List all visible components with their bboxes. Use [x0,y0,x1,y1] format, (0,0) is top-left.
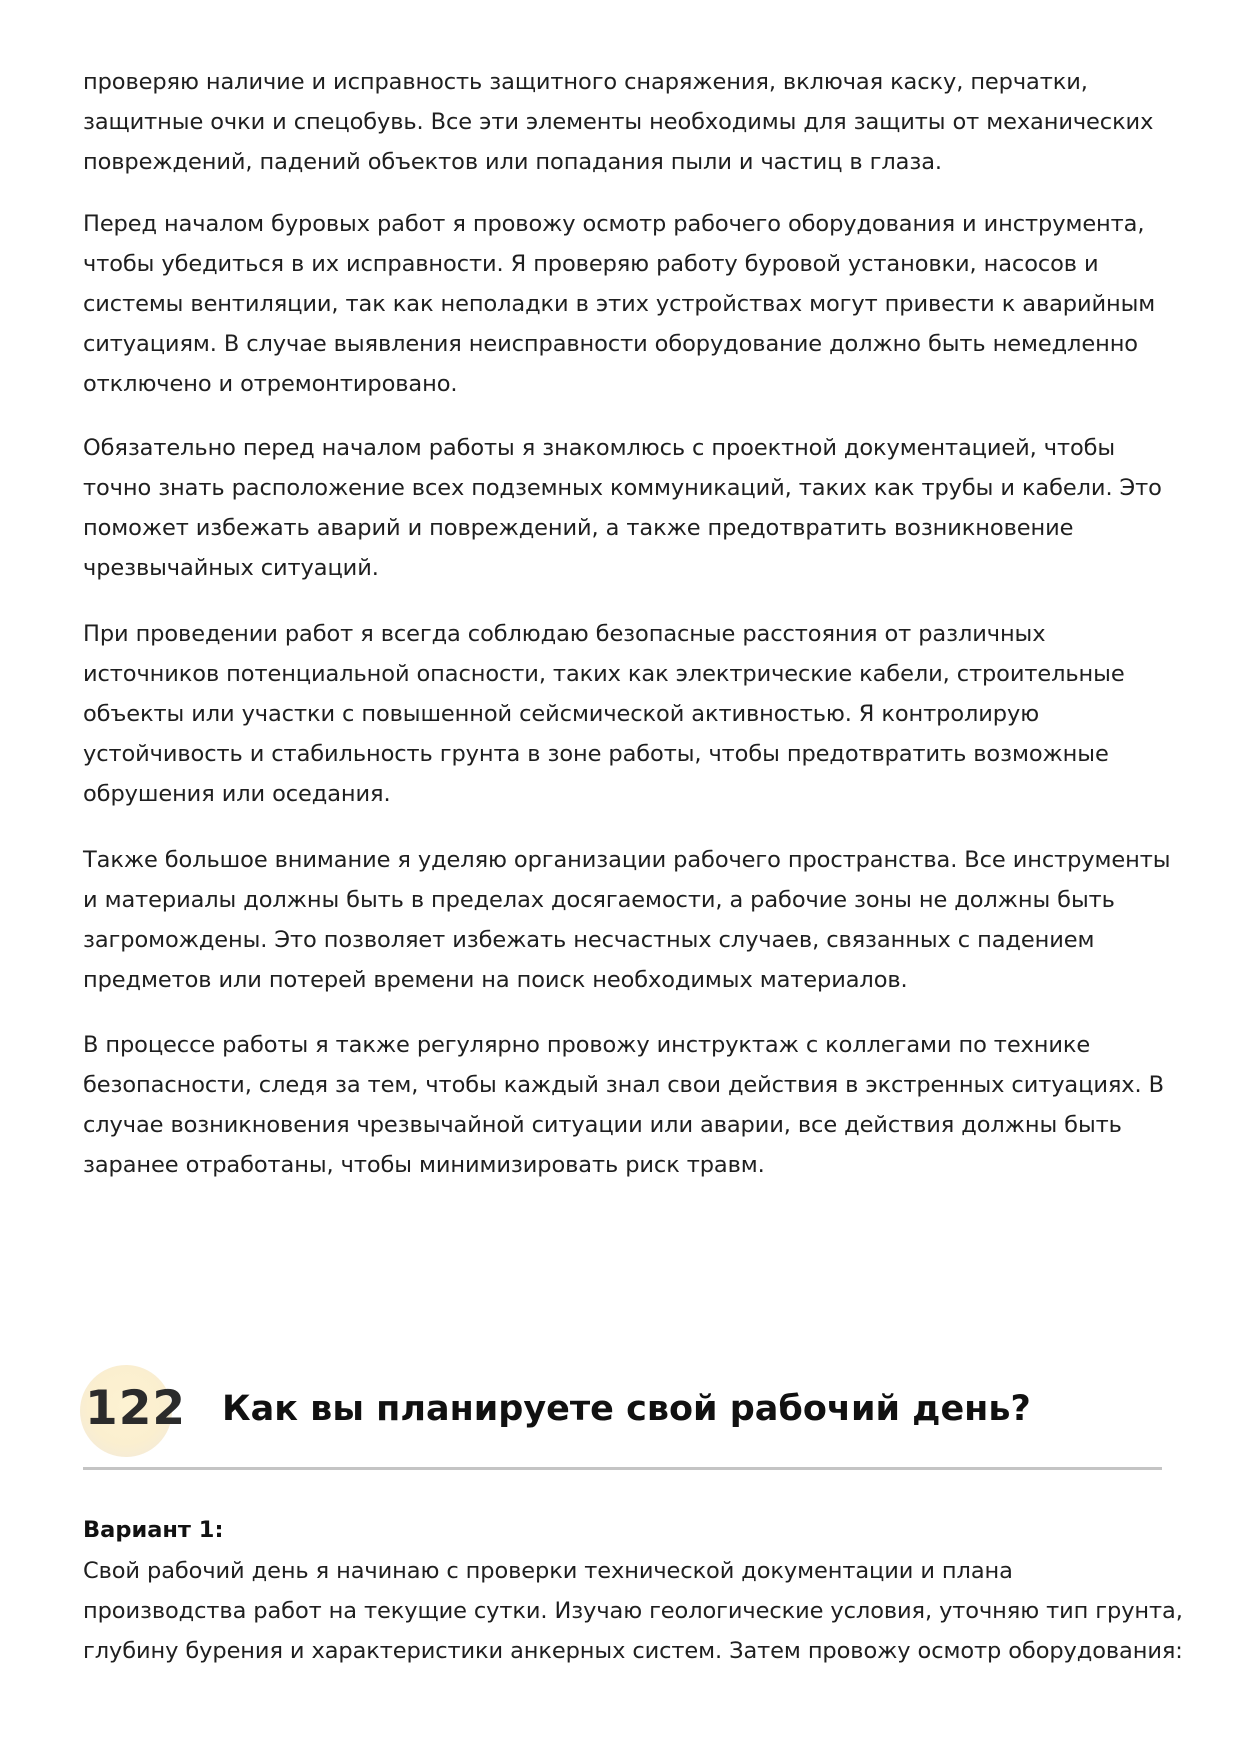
text-line: Свой рабочий день я начинаю с проверки технической документации и плана [83,1558,1013,1584]
question-number: 122 [85,1381,187,1436]
text-line: заранее отработаны, чтобы минимизировать риск травм. [83,1152,765,1178]
question-title: Как вы планируете свой рабочий день? [222,1389,1031,1429]
text-line: производства работ на текущие сутки. Изучаю геологические условия, уточняю тип грунта, [83,1598,1183,1624]
text-line: В процессе работы я также регулярно провожу инструктаж с коллегами по технике [83,1032,1091,1058]
text-line: защитные очки и спецобувь. Все эти элементы необходимы для защиты от механических [83,109,1154,135]
text-line: и материалы должны быть в пределах досягаемости, а рабочие зоны не должны быть [83,887,1115,913]
text-line: глубину бурения и характеристики анкерных систем. Затем провожу осмотр оборудования: [83,1638,1183,1664]
paragraph-safe-distances [83,614,1163,814]
text-line: чрезвычайных ситуаций. [83,555,379,581]
text-line: Обязательно перед началом работы я знакомлюсь с проектной документацией, чтобы [83,435,1116,461]
text-line: объекты или участки с повышенной сейсмической активностью. Я контролирую [83,701,1040,727]
text-line: чтобы убедиться в их исправности. Я проверяю работу буровой установки, насосов и [83,251,1099,277]
text-line: повреждений, падений объектов или попадания пыли и частиц в глаза. [83,149,942,175]
text-line: Также большое внимание я уделяю организации рабочего пространства. Все инструменты [83,847,1171,873]
paragraph-protective-equipment [83,62,1163,182]
text-line: При проведении работ я всегда соблюдаю безопасные расстояния от различных [83,621,1046,647]
text-line: безопасности, следя за тем, чтобы каждый знал свои действия в экстренных ситуациях. В [83,1072,1164,1098]
text-line: точно знать расположение всех подземных коммуникаций, таких как трубы и кабели. Это [83,475,1162,501]
text-line: обрушения или оседания. [83,781,391,807]
text-line: проверяю наличие и исправность защитного снаряжения, включая каску, перчатки, [83,69,1088,95]
text-line: устойчивость и стабильность грунта в зоне работы, чтобы предотвратить возможные [83,741,1109,767]
text-line: загромождены. Это позволяет избежать несчастных случаев, связанных с падением [83,927,1095,953]
variant-label: Вариант 1: [83,1517,224,1543]
text-line: случае возникновения чрезвычайной ситуации или аварии, все действия должны быть [83,1112,1122,1138]
text-line: предметов или потерей времени на поиск необходимых материалов. [83,967,908,993]
paragraph-workspace-organization [83,840,1171,1000]
text-line: Перед началом буровых работ я провожу осмотр рабочего оборудования и инструмента, [83,211,1145,237]
text-line: источников потенциальной опасности, таких как электрические кабели, строительные [83,661,1125,687]
question-divider [83,1467,1162,1470]
text-line: ситуациям. В случае выявления неисправности оборудование должно быть немедленно [83,331,1138,357]
paragraph-project-documentation [83,428,1163,588]
paragraph-safety-briefing [83,1025,1163,1185]
text-line: отключено и отремонтировано. [83,371,458,397]
variant-answer-text [83,1551,1183,1671]
text-line: поможет избежать аварий и повреждений, а также предотвратить возникновение [83,515,1074,541]
text-line: системы вентиляции, так как неполадки в этих устройствах могут привести к аварийным [83,291,1156,317]
paragraph-equipment-inspection [83,204,1163,404]
